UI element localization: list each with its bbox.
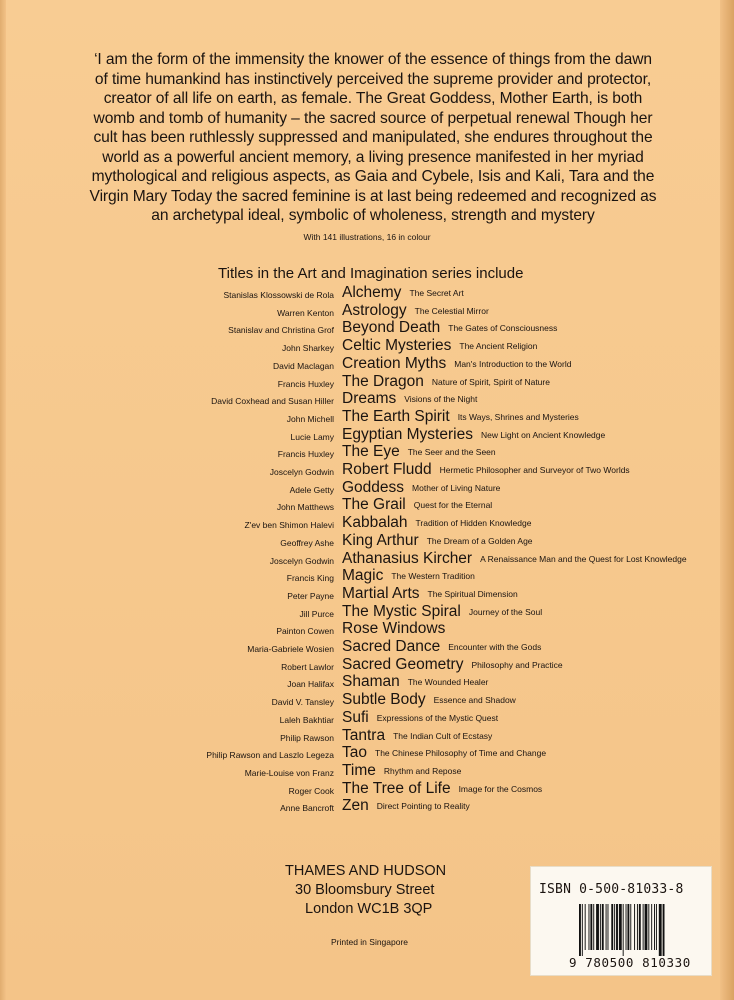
title-subtitle: The Secret Art (409, 288, 464, 298)
publisher-name: THAMES AND HUDSON (285, 863, 447, 879)
title-name: Astrology (342, 301, 407, 319)
title-author: Laleh Bakhtiar (279, 714, 334, 725)
title-name: Creation Myths (342, 354, 447, 372)
barcode-bar (589, 904, 590, 950)
title-author: John Michell (286, 413, 334, 424)
barcode-bar (654, 904, 655, 950)
title-main (342, 319, 557, 337)
title-subtitle: The Dream of a Golden Age (426, 535, 533, 546)
title-subtitle: Essence and Shadow (433, 695, 516, 706)
title-author: Francis King (286, 573, 334, 584)
title-author: Warren Kenton (277, 307, 334, 318)
title-name: Alchemy (342, 284, 402, 301)
publisher-street: 30 Bloomsbury Street (295, 882, 435, 898)
title-row (0, 514, 734, 532)
barcode-icon (579, 904, 701, 956)
barcode-bar (611, 904, 613, 950)
title-name: Athanasius Kircher (342, 549, 473, 567)
title-name: Time (342, 761, 376, 779)
title-name: Kabbalah (342, 514, 408, 532)
title-main (342, 302, 489, 320)
title-row (0, 479, 734, 497)
title-subtitle: The Ancient Religion (459, 341, 538, 352)
title-row (0, 373, 734, 391)
title-row (0, 302, 734, 320)
title-author: Peter Payne (287, 590, 334, 601)
title-row (0, 691, 734, 709)
title-main (342, 337, 537, 355)
title-main (342, 532, 533, 550)
publisher-city: London WC1B 3QP (305, 901, 433, 917)
title-row (0, 585, 734, 603)
title-subtitle: Direct Pointing to Reality (376, 801, 470, 812)
title-author: Stanislas Klossowski de Rola (223, 290, 334, 300)
title-author: Francis Huxley (277, 449, 334, 460)
title-row (0, 638, 734, 656)
title-subtitle: New Light on Ancient Knowledge (480, 429, 606, 440)
title-row (0, 656, 734, 674)
title-main (342, 638, 541, 656)
title-subtitle: The Wounded Healer (407, 677, 489, 688)
title-name: Egyptian Mysteries (342, 425, 473, 443)
title-row (0, 337, 734, 355)
title-row (0, 567, 734, 585)
barcode-bar (643, 904, 644, 950)
title-name: The Grail (342, 496, 406, 514)
title-name: King Arthur (342, 531, 419, 549)
title-main (342, 603, 542, 621)
title-author: Joscelyn Godwin (269, 555, 334, 566)
title-main (342, 390, 477, 408)
title-author: Painton Cowen (276, 626, 334, 637)
title-main (342, 550, 687, 568)
title-name: Martial Arts (342, 584, 420, 602)
title-name: Sacred Geometry (342, 655, 464, 673)
title-main (342, 585, 518, 603)
title-main (342, 567, 475, 585)
title-subtitle: Visions of the Night (404, 394, 478, 405)
title-name: Robert Fludd (342, 461, 432, 478)
title-name: Dreams (342, 390, 397, 408)
title-main (342, 284, 464, 302)
title-name: The Dragon (342, 372, 424, 390)
isbn-number: ISBN 0-500-81033-8 (539, 882, 684, 897)
title-name: Shaman (342, 673, 400, 691)
barcode-bar (626, 904, 627, 950)
title-subtitle: The Indian Cult of Ecstasy (393, 730, 493, 741)
title-row (0, 762, 734, 780)
barcode-bar (616, 904, 618, 950)
title-author: Maria-Gabriele Wosien (247, 644, 334, 654)
title-row (0, 426, 734, 444)
barcode-bar (600, 904, 601, 950)
barcode-bar (645, 904, 648, 950)
printed-note: Printed in Singapore (331, 937, 409, 947)
title-subtitle: Quest for the Eternal (413, 500, 493, 511)
title-row (0, 461, 734, 479)
title-main (342, 780, 542, 798)
barcode-bar (590, 904, 592, 950)
title-author: Z'ev ben Shimon Halevi (244, 520, 334, 531)
title-author: Joscelyn Godwin (269, 467, 334, 477)
title-row (0, 319, 734, 337)
barcode-number: 9 780500 810330 (569, 955, 691, 970)
publisher-block (285, 862, 446, 919)
title-author: Francis Huxley (277, 378, 334, 389)
barcode-bar (585, 904, 586, 950)
barcode-bar (606, 904, 607, 950)
title-subtitle: Journey of the Soul (468, 606, 543, 617)
title-subtitle: Hermetic Philosopher and Surveyor of Two Worlds (439, 465, 630, 475)
title-main (342, 461, 630, 479)
title-main (342, 496, 492, 514)
title-main (342, 744, 546, 762)
title-main (342, 443, 496, 461)
title-name: The Mystic Spiral (342, 602, 461, 620)
title-row (0, 744, 734, 762)
title-author: Philip Rawson (280, 732, 334, 743)
barcode-bar (602, 904, 604, 950)
barcode-bar (593, 904, 594, 950)
barcode-bar (582, 904, 583, 956)
title-row (0, 550, 734, 568)
title-name: Goddess (342, 478, 405, 496)
title-subtitle: The Chinese Philosophy of Time and Change (375, 748, 547, 759)
barcode-bar (627, 904, 629, 950)
title-author: John Sharkey (282, 343, 334, 354)
title-name: Beyond Death (342, 319, 441, 337)
barcode-bar (579, 904, 581, 956)
title-name: Tao (342, 744, 367, 762)
isbn-label (530, 866, 712, 976)
title-main (342, 727, 492, 745)
barcode-bar (656, 904, 657, 950)
title-name: The Earth Spirit (342, 407, 450, 425)
title-name: Celtic Mysteries (342, 337, 452, 355)
title-subtitle: Rhythm and Repose (383, 765, 462, 776)
barcode-bar (634, 904, 635, 950)
barcode-bar (614, 904, 615, 950)
title-row (0, 620, 734, 638)
barcode-bar (648, 904, 649, 950)
barcode-bar (637, 904, 638, 950)
title-subtitle: The Seer and the Seen (407, 447, 496, 458)
title-subtitle: The Celestial Mirror (414, 305, 489, 316)
title-subtitle: Mother of Living Nature (412, 482, 501, 493)
title-subtitle: Nature of Spirit, Spirit of Nature (431, 376, 550, 387)
title-author: Roger Cook (288, 785, 334, 796)
title-author: Joan Halifax (287, 679, 334, 690)
title-author: Jill Purce (299, 608, 334, 619)
barcode-bar (663, 904, 665, 956)
title-name: The Tree of Life (342, 779, 451, 797)
title-subtitle: Expressions of the Mystic Quest (376, 712, 499, 723)
title-subtitle: Encounter with the Gods (448, 642, 542, 652)
title-main (342, 373, 550, 391)
blurb-text: ‘I am the form of the immensity the knower of the essence of things from the dawn of time humankind has instinctively perceived the supreme provider and protector, creator of all life on earth, as female. The Great Goddess, Mother Earth, is both womb and tomb of humanity – the sacred source of perpetual renewal Though her cult has been ruthlessly suppressed and manipulated, she endures throughout the world as a powerful ancient memory, a living presence manifested in her myriad mythological and religious aspects, as Gaia and Cybele, Isis and Kali, Tara and the Virgin Mary Today the sacred feminine is at last being redeemed and recognized as an archetypal ideal, symbolic of wholeness, strength and mystery (89, 51, 657, 224)
title-row (0, 284, 734, 302)
title-author: Anne Bancroft (280, 803, 334, 814)
title-name: Magic (342, 567, 384, 585)
title-main (342, 355, 571, 373)
title-name: Sacred Dance (342, 638, 441, 655)
title-main (342, 762, 461, 780)
title-author: Philip Rawson and Laszlo Legeza (206, 750, 334, 761)
title-row (0, 709, 734, 727)
title-main (342, 656, 563, 674)
title-row (0, 355, 734, 373)
title-name: Zen (342, 797, 369, 815)
title-subtitle: Tradition of Hidden Knowledge (415, 518, 532, 529)
title-author: Lucie Lamy (290, 431, 334, 442)
barcode-bar (659, 904, 662, 956)
title-row (0, 532, 734, 550)
barcode-bar (596, 904, 599, 950)
title-row (0, 727, 734, 745)
title-author: Stanislav and Christina Grof (228, 325, 334, 336)
barcode-bar (608, 904, 609, 950)
barcode-bar (619, 904, 622, 950)
title-main (342, 426, 605, 444)
title-row (0, 408, 734, 426)
title-name: Sufi (342, 708, 369, 726)
title-author: Adele Getty (289, 484, 334, 495)
title-main (342, 709, 498, 727)
barcode-bar (639, 904, 641, 950)
series-heading: Titles in the Art and Imagination series include (218, 265, 524, 282)
title-name: Rose Windows (342, 620, 446, 638)
title-author: Geoffrey Ashe (280, 537, 334, 548)
title-author: Marie-Louise von Franz (244, 767, 334, 778)
title-name: The Eye (342, 443, 400, 461)
title-row (0, 443, 734, 461)
title-author: David V. Tansley (271, 697, 334, 708)
barcode-bar (651, 904, 652, 950)
title-subtitle: Its Ways, Shrines and Mysteries (457, 411, 579, 422)
title-row (0, 673, 734, 691)
title-subtitle: The Western Tradition (391, 571, 475, 582)
title-subtitle: Image for the Cosmos (458, 783, 543, 794)
title-author: Robert Lawlor (281, 661, 334, 672)
title-main (342, 620, 453, 638)
title-subtitle: Philosophy and Practice (471, 659, 563, 670)
title-main (342, 408, 579, 426)
title-subtitle: The Gates of Consciousness (448, 323, 558, 334)
title-main (342, 673, 488, 691)
barcode-bar (623, 904, 624, 956)
title-main (342, 691, 516, 709)
title-name: Tantra (342, 726, 386, 744)
title-row (0, 390, 734, 408)
title-subtitle: The Spiritual Dimension (427, 588, 518, 599)
title-name: Subtle Body (342, 691, 426, 709)
title-subtitle: Man's Introduction to the World (454, 358, 572, 369)
illustrations-note: With 141 illustrations, 16 in colour (303, 232, 431, 242)
title-subtitle: A Renaissance Man and the Quest for Lost Knowledge (480, 553, 687, 564)
title-author: John Matthews (276, 502, 334, 513)
title-main (342, 514, 531, 532)
title-row (0, 780, 734, 798)
title-author: David Maclagan (273, 360, 334, 371)
title-main (342, 797, 470, 815)
title-main (342, 479, 500, 497)
barcode-bar (630, 904, 631, 950)
title-author: David Coxhead and Susan Hiller (211, 396, 334, 407)
title-row (0, 797, 734, 815)
title-row (0, 496, 734, 514)
title-row (0, 603, 734, 621)
